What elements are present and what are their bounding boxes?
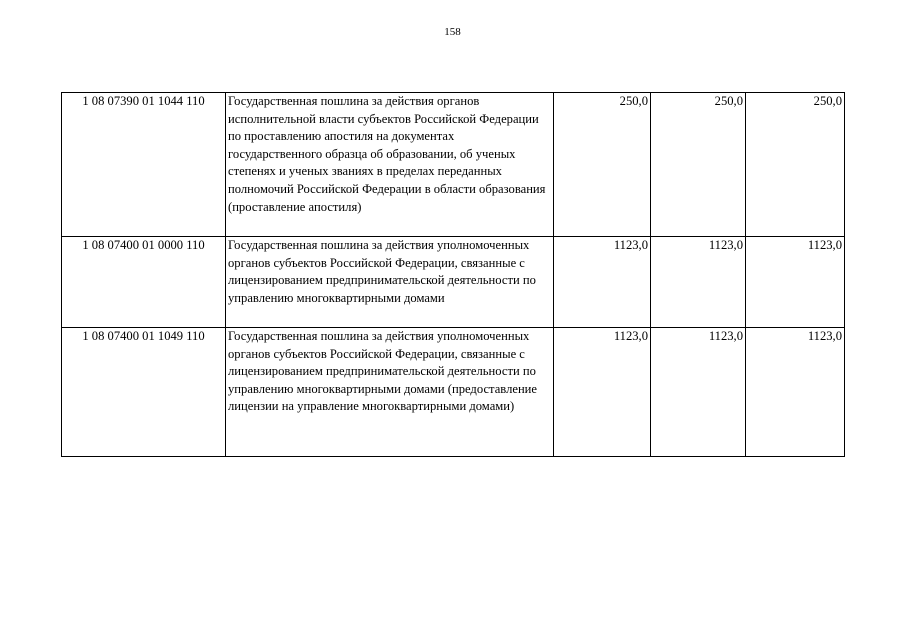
value-cell-year-3: 1123,0: [746, 237, 845, 328]
revenue-name-cell: Государственная пошлина за действия уполномоченных органов субъектов Российской Федерации, связанные с лицензированием предпринимательской деятельности по управлению многоквартирными домами: [226, 237, 554, 328]
value-cell-year-2: 1123,0: [651, 328, 746, 457]
value-cell-year-3: 1123,0: [746, 328, 845, 457]
budget-code-cell: 1 08 07390 01 1044 110: [62, 93, 226, 237]
value-cell-year-1: 1123,0: [554, 328, 651, 457]
budget-code-cell: 1 08 07400 01 0000 110: [62, 237, 226, 328]
revenue-name-cell: Государственная пошлина за действия уполномоченных органов субъектов Российской Федерации, связанные с лицензированием предпринимательской деятельности по управлению многоквартирными домами (предоставление лицензии на управление многоквартирными домами): [226, 328, 554, 457]
table-row: [62, 237, 845, 328]
budget-code-cell: 1 08 07400 01 1049 110: [62, 328, 226, 457]
value-cell-year-1: 1123,0: [554, 237, 651, 328]
revenue-name-cell: Государственная пошлина за действия органов исполнительной власти субъектов Российской Федерации по проставлению апостиля на документах государственного образца об образовании, об ученых степенях и ученых званиях в пределах переданных полномочий Российской Федерации в области образования (проставление апостиля): [226, 93, 554, 237]
revenue-table: [61, 92, 845, 457]
table-row: [62, 328, 845, 457]
page-number: 158: [444, 26, 461, 38]
value-cell-year-1: 250,0: [554, 93, 651, 237]
value-cell-year-3: 250,0: [746, 93, 845, 237]
value-cell-year-2: 1123,0: [651, 237, 746, 328]
value-cell-year-2: 250,0: [651, 93, 746, 237]
table-row: [62, 93, 845, 237]
